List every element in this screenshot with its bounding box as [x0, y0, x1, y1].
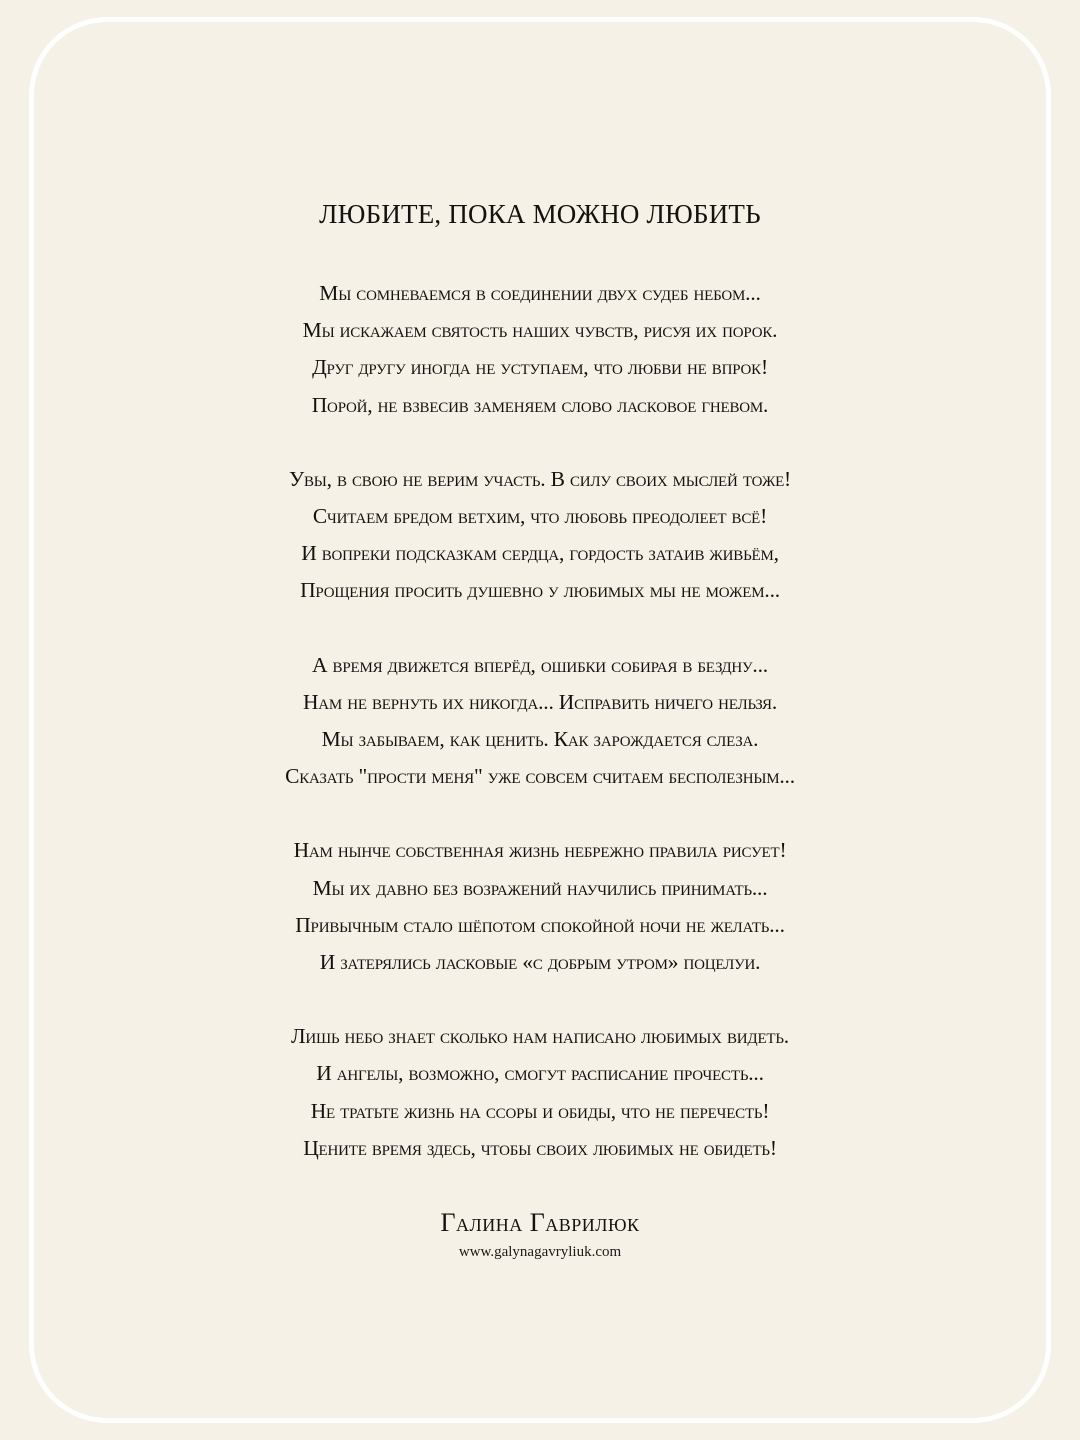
poem-line: Не тратьте жизнь на ссоры и обиды, что не перечесть! [310, 1098, 770, 1123]
poem-line: Друг другу иногда не уступаем, что любви не впрок! [312, 355, 768, 380]
poem-line: Порой, не взвесив заменяем слово ласковое гневом. [311, 392, 769, 417]
poem-line: Мы сомневаемся в соединении двух судеб небом... [319, 281, 761, 305]
poem-title: ЛЮБИТЕ, ПОКА МОЖНО ЛЮБИТЬ [319, 199, 761, 229]
poem-line: И ангелы, возможно, смогут расписание прочесть... [316, 1061, 764, 1086]
poem-line: Лишь небо знает сколько нам написано любимых видеть. [291, 1024, 789, 1049]
poem-line: Мы искажаем святость наших чувств, рисуя их порок. [302, 318, 778, 343]
author-name: Галина Гаврилюк [440, 1208, 640, 1237]
stanza [0, 275, 1080, 424]
poem-body [0, 275, 1080, 1204]
poem-line: Увы, в свою не верим участь. В силу своих мыслей тоже! [288, 466, 792, 491]
stanza [0, 461, 1080, 610]
poem-line: И затерялись ласковые «с добрым утром» поцелуи. [319, 950, 761, 975]
poem-line: Мы их давно без возражений научились принимать... [312, 875, 768, 900]
poem-line: Считаем бредом ветхим, что любовь преодолеет всё! [312, 504, 768, 529]
poem-line: Привычным стало шёпотом спокойной ночи не желать... [295, 912, 785, 937]
poem-line: Прощения просить душевно у любимых мы не можем... [300, 578, 780, 603]
poem-line: А время движется вперёд, ошибки собирая в бездну... [312, 652, 768, 677]
stanza [0, 647, 1080, 796]
poem-line: Сказать "прости меня" уже совсем считаем бесполезным... [285, 764, 795, 789]
poem-line: Мы забываем, как ценить. Как зарождается слеза. [321, 727, 759, 752]
poem-line: Цените время здесь, чтобы своих любимых не обидеть! [303, 1135, 777, 1160]
stanza [0, 832, 1080, 981]
poem-line: Нам не вернуть их никогда... Исправить ничего нельзя. [302, 689, 778, 714]
author-website-link[interactable]: www.galynagavryliuk.com [458, 1244, 622, 1260]
stanza [0, 1018, 1080, 1167]
poem-line: И вопреки подсказкам сердца, гордость затаив живьём, [301, 541, 779, 566]
poem-line: Нам нынче собственная жизнь небрежно правила рисует! [293, 838, 787, 863]
